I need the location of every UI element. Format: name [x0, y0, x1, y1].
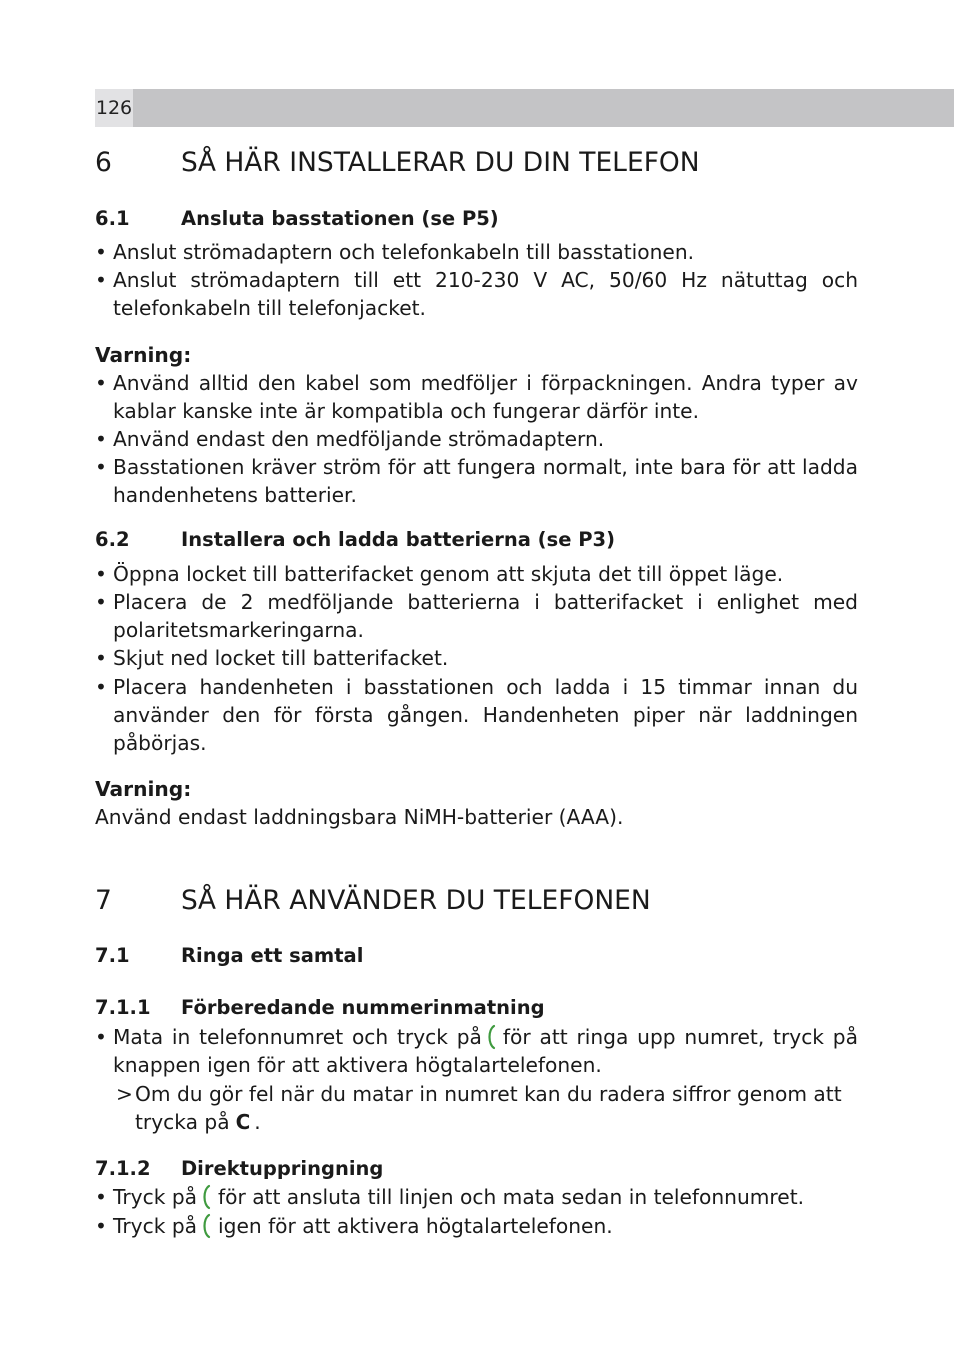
section-7-heading [95, 884, 895, 918]
list-item [95, 1023, 858, 1079]
subsection-title: Installera och ladda batterierna (se P3) [181, 528, 615, 551]
list-item [95, 1212, 858, 1240]
handset-icon [485, 1024, 499, 1050]
sub-note-text [135, 1080, 858, 1136]
subsection-number: 7.1.1 [95, 996, 151, 1019]
text-fragment: . [254, 1110, 261, 1135]
list-item [95, 453, 858, 509]
subsection-7-1-heading [95, 943, 795, 969]
text-fragment: Tryck på [113, 1185, 198, 1209]
subsection-number: 7.1.2 [95, 1157, 151, 1180]
list-item [95, 1183, 858, 1211]
subsection-6-2-heading [95, 527, 795, 553]
section-title: SÅ HÄR ANVÄNDER DU TELEFONEN [181, 885, 651, 916]
bullet: • [95, 1025, 107, 1049]
list-item [95, 560, 858, 588]
subsection-number: 6.2 [95, 528, 130, 551]
subsection-number: 7.1 [95, 944, 130, 967]
bullet: • [95, 646, 107, 670]
text-fragment: för att ringa upp numret, tryck på knappen igen för att aktivera högtalartelefonen. [113, 1025, 858, 1078]
list-item [95, 673, 858, 758]
section-6-heading [95, 146, 895, 180]
subsection-6-1-heading [95, 206, 795, 232]
list-item-text: Basstationen kräver ström för att fungera normalt, inte bara för att ladda handenhetens batterier. [113, 455, 858, 508]
subsection-title: Ringa ett samtal [181, 944, 364, 967]
subsection-number: 6.1 [95, 207, 130, 230]
list-item [95, 266, 858, 322]
bullet: • [95, 562, 107, 586]
bullet: • [95, 1185, 107, 1209]
bullet: • [95, 371, 107, 395]
handset-icon [200, 1184, 214, 1210]
sub-note-marker: > [116, 1082, 133, 1106]
list-item [95, 238, 858, 266]
bullet: • [95, 590, 107, 614]
warning-text: Använd endast laddningsbara NiMH-batterier (AAA). [95, 805, 624, 829]
section-title: SÅ HÄR INSTALLERAR DU DIN TELEFON [181, 147, 700, 178]
sub-note [116, 1080, 858, 1136]
subsection-title: Direktuppringning [181, 1157, 384, 1180]
list-item-text: Placera handenheten i basstationen och ladda i 15 timmar innan du använder den för första gången. Handenheten piper när laddningen påbörjas. [113, 675, 858, 756]
subsection-7-1-1-heading [95, 995, 795, 1021]
page-header-bar [95, 89, 954, 127]
list-item-text: Använd endast den medföljande strömadaptern. [113, 427, 605, 451]
bullet: • [95, 1214, 107, 1238]
list-item [95, 644, 858, 672]
section-number: 7 [95, 885, 112, 916]
text-fragment: för att ansluta till linjen och mata sedan in telefonnumret. [218, 1185, 805, 1209]
list-item [95, 588, 858, 644]
list-item [95, 369, 858, 425]
warning-label: Varning: [95, 343, 192, 367]
bullet: • [95, 240, 107, 264]
bullet: • [95, 427, 107, 451]
handset-icon [200, 1213, 214, 1239]
page-number: 126 [95, 89, 133, 127]
subsection-title: Ansluta basstationen (se P5) [181, 207, 499, 230]
warning-label: Varning: [95, 777, 192, 801]
text-fragment: Om du gör fel när du matar in numret kan du radera siffror genom att trycka på [135, 1082, 842, 1135]
text-fragment: Tryck på [113, 1214, 198, 1238]
subsection-title: Förberedande nummerinmatning [181, 996, 545, 1019]
list-item-text [113, 1023, 858, 1079]
list-item [95, 425, 858, 453]
bullet: • [95, 455, 107, 479]
c-key-icon: C [235, 1110, 251, 1135]
bullet: • [95, 268, 107, 292]
list-item-text: Placera de 2 medföljande batterierna i batterifacket i enlighet med polaritetsmarkeringarna. [113, 590, 858, 643]
text-fragment: Mata in telefonnumret och tryck på [113, 1025, 482, 1049]
list-item-text [113, 1183, 858, 1211]
section-number: 6 [95, 147, 112, 178]
bullet: • [95, 675, 107, 699]
list-item-text: Öppna locket till batterifacket genom att skjuta det till öppet läge. [113, 562, 784, 586]
list-item-text [113, 1212, 858, 1240]
list-item-text: Anslut strömadaptern och telefonkabeln till basstationen. [113, 240, 695, 264]
list-item-text: Skjut ned locket till batterifacket. [113, 646, 449, 670]
list-item-text: Använd alltid den kabel som medföljer i förpackningen. Andra typer av kablar kanske inte är kompatibla och fungerar därför inte. [113, 371, 858, 424]
subsection-7-1-2-heading [95, 1156, 795, 1182]
list-item-text: Anslut strömadaptern till ett 210-230 V AC, 50/60 Hz nätuttag och telefonkabeln till telefonjacket. [113, 268, 858, 321]
text-fragment: igen för att aktivera högtalartelefonen. [218, 1214, 613, 1238]
